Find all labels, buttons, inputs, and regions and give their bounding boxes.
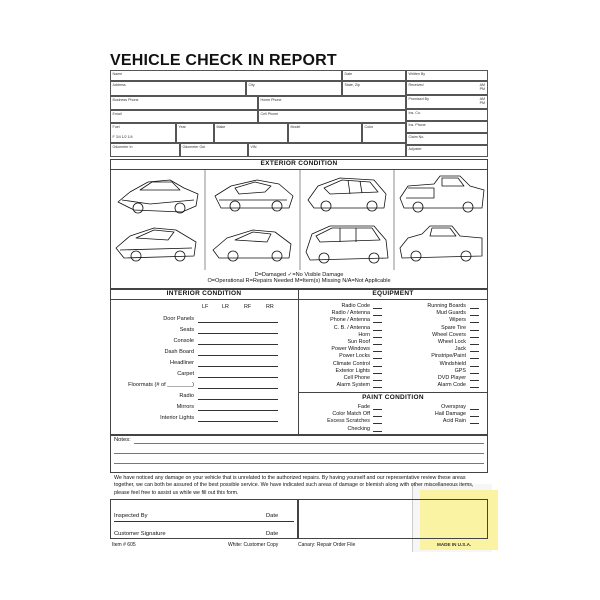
check-in-form [110,52,488,552]
condition-legend: D=Damaged ✓=No Visible Damage O=Operational R=Repairs Needed M=Item(s) Missing N/A=Not Applicable [207,272,391,285]
interior-row-label: Door Panels [163,316,194,322]
sedan-rear-icon [116,228,196,261]
equipment-item-label: Jack [454,346,466,353]
item-number: Item # 605 [112,542,136,548]
paint-item-label: Color Match Off [332,411,370,418]
interior-row-label: Radio [179,393,194,399]
paint-item-blank[interactable] [470,409,479,410]
equipment-item-label: Climate Control [332,360,370,367]
interior-row-blank[interactable] [198,377,278,378]
signature-date-label: Date [266,531,279,537]
written-by-field[interactable]: Written By [406,70,488,81]
equipment-item-label: Radio / Antenna [331,310,370,317]
coupe-front-icon [213,230,291,261]
interior-row-blank[interactable] [198,355,278,356]
equipment-item-label: Wheel Lock [437,339,466,345]
equipment-item-blank[interactable] [373,330,382,331]
equipment-item-blank[interactable] [470,322,479,323]
inspected-date-label: Date [266,513,279,519]
equipment-item-label: GPS [454,367,466,374]
equipment-item-blank[interactable] [470,373,479,374]
equipment-item-label: Phone / Antenna [330,317,370,324]
promised-by-field[interactable]: Promised By AM PM [406,95,488,109]
interior-row-label: Interior Lights [160,415,194,421]
claim-no-field[interactable]: Claim No. [406,133,488,145]
equipment-item-blank[interactable] [373,337,382,338]
equipment-item-blank[interactable] [373,351,382,352]
paint-item-label: Checking [347,425,370,432]
minivan-front-icon [306,226,388,263]
equipment-item-blank[interactable] [470,380,479,381]
equipment-item-label: Wheel Covers [432,331,466,338]
notes-section [110,435,488,473]
equipment-heading: EQUIPMENT [372,290,414,297]
white-copy-label: White: Customer Copy [228,542,279,548]
equipment-item-blank[interactable] [373,322,382,323]
wagon-front-icon [308,178,386,211]
interior-row-blank[interactable] [198,388,278,389]
interior-row-blank[interactable] [198,322,278,323]
equipment-item-blank[interactable] [470,387,479,388]
equipment-item-blank[interactable] [373,380,382,381]
model-field[interactable]: Model [288,123,362,143]
interior-row-label: Mirrors [176,404,194,410]
business-phone-field[interactable]: Business Phone [110,96,258,110]
paint-item-blank[interactable] [373,409,382,410]
pickup-rear-icon [400,176,484,212]
equipment-item-blank[interactable] [373,308,382,309]
canary-copy-label: Canary: Repair Order File [298,542,356,548]
state-zip-field[interactable]: State, Zip [342,81,406,96]
vin-field[interactable]: VIN [248,143,406,157]
interior-row-blank[interactable] [198,399,278,400]
equipment-item-label: Power Locks [339,353,370,360]
paint-item-label: Overspray [441,404,466,410]
notes-label: Notes: [114,437,131,443]
interior-row-blank[interactable] [198,421,278,422]
interior-row-label: Carpet [177,371,194,377]
equipment-item-blank[interactable] [470,344,479,345]
equipment-item-label: Alarm System [336,382,370,389]
interior-row-blank[interactable] [198,333,278,334]
interior-col-lf: LF [202,304,209,310]
equipment-item-label: Horn [358,331,370,338]
equipment-item-label: Cell Phone [343,375,370,381]
paint-item-blank[interactable] [373,416,382,417]
equipment-item-blank[interactable] [470,366,479,367]
equipment-item-blank[interactable] [373,366,382,367]
equipment-item-blank[interactable] [373,358,382,359]
adjuster-field[interactable]: Adjuster [406,145,488,157]
paint-item-blank[interactable] [470,423,479,424]
interior-col-rf: RF [244,304,252,310]
interior-heading: INTERIOR CONDITION [166,290,242,297]
paint-item-label: Excess Scratches [327,418,370,425]
equipment-item-blank[interactable] [373,387,382,388]
equipment-item-blank[interactable] [470,330,479,331]
interior-col-lr: LR [222,304,229,310]
equipment-item-blank[interactable] [470,315,479,316]
equipment-item-blank[interactable] [470,337,479,338]
interior-row-label: Floormats (# of ________) [128,382,194,388]
address-field[interactable]: Address [110,81,246,96]
interior-row-label: Console [173,338,194,344]
home-phone-field[interactable]: Home Phone [258,96,406,110]
paint-heading: PAINT CONDITION [362,394,424,401]
interior-col-rr: RR [266,304,274,310]
color-field[interactable]: Color [362,123,406,143]
equipment-item-label: Mud Guards [436,310,466,317]
equipment-item-blank[interactable] [373,315,382,316]
name-field[interactable]: Name [110,70,342,81]
equipment-item-label: Sun Roof [347,339,370,345]
ins-co-field[interactable]: Ins. Co. [406,109,488,121]
equipment-item-blank[interactable] [373,344,382,345]
interior-row-label: Dash Board [164,349,194,355]
city-field[interactable]: City [246,81,342,96]
paint-item-label: Acid Rain [442,418,466,425]
form-title: VEHICLE CHECK IN REPORT [110,52,337,69]
fuel-field[interactable]: Fuel F 3/4 1/2 1/4 [110,123,176,143]
equipment-item-label: Power Windows [331,346,370,353]
odometer-in-field[interactable]: Odometer In [110,143,180,157]
signature-right-box [298,499,488,539]
interior-row-label: Seats [179,327,194,333]
coupe-rear-icon [215,180,293,211]
interior-row-blank[interactable] [198,410,278,411]
equipment-item-blank[interactable] [373,373,382,374]
date-field[interactable]: Date [342,70,406,81]
equipment-item-label: Alarm Code [437,382,466,389]
make-field[interactable]: Make [214,123,288,143]
interior-row-blank[interactable] [198,344,278,345]
paint-item-blank[interactable] [470,416,479,417]
equipment-item-blank[interactable] [470,308,479,309]
equipment-item-label: Spare Tire [441,324,466,331]
year-field[interactable]: Year [176,123,214,143]
equipment-item-label: C. B. / Antenna [333,324,370,331]
paint-item-blank[interactable] [373,431,382,432]
received-field[interactable]: Received AM PM [406,81,488,95]
exterior-car-diagrams [110,170,488,270]
paint-item-blank[interactable] [373,423,382,424]
paint-item-label: Hail Damage [434,411,466,418]
equipment-item-label: Wipers [449,317,466,324]
equipment-item-label: Running Boards [427,303,466,309]
odometer-out-field[interactable]: Odometer Out [180,143,248,157]
equipment-item-blank[interactable] [470,358,479,359]
equipment-item-blank[interactable] [470,351,479,352]
inspected-by-label: Inspected By [114,513,148,519]
interior-row-label: Headliner [170,360,194,366]
equipment-item-label: DVD Player [437,375,466,381]
cell-phone-field[interactable]: Cell Phone [258,110,406,123]
email-field[interactable]: Email [110,110,258,123]
paint-item-label: Fade [357,404,370,410]
made-in-usa: MADE IN U.S.A. [437,542,472,547]
interior-row-blank[interactable] [198,366,278,367]
equipment-item-label: Pinstripe/Paint [431,353,466,360]
customer-signature-label: Customer Signature [114,531,166,537]
exterior-heading: EXTERIOR CONDITION [260,160,338,167]
ins-phone-field[interactable]: Ins. Phone [406,121,488,133]
equipment-item-label: Exterior Lights [335,367,370,374]
pickup-front-icon [400,226,482,261]
sedan-front-icon [118,180,198,213]
equipment-item-label: Windshield [439,360,466,367]
disclaimer-text: We have noticed any damage on your vehicle that is unrelated to the authorized repairs. By having yourself and our representative review these areas together, we can both be assured of the best possible service. We have indicated such areas of damage or blemish along with other miscellaneous items, please feel free to assist us while we fill out this form. [114,475,474,496]
equipment-item-label: Radio Code [341,303,370,309]
